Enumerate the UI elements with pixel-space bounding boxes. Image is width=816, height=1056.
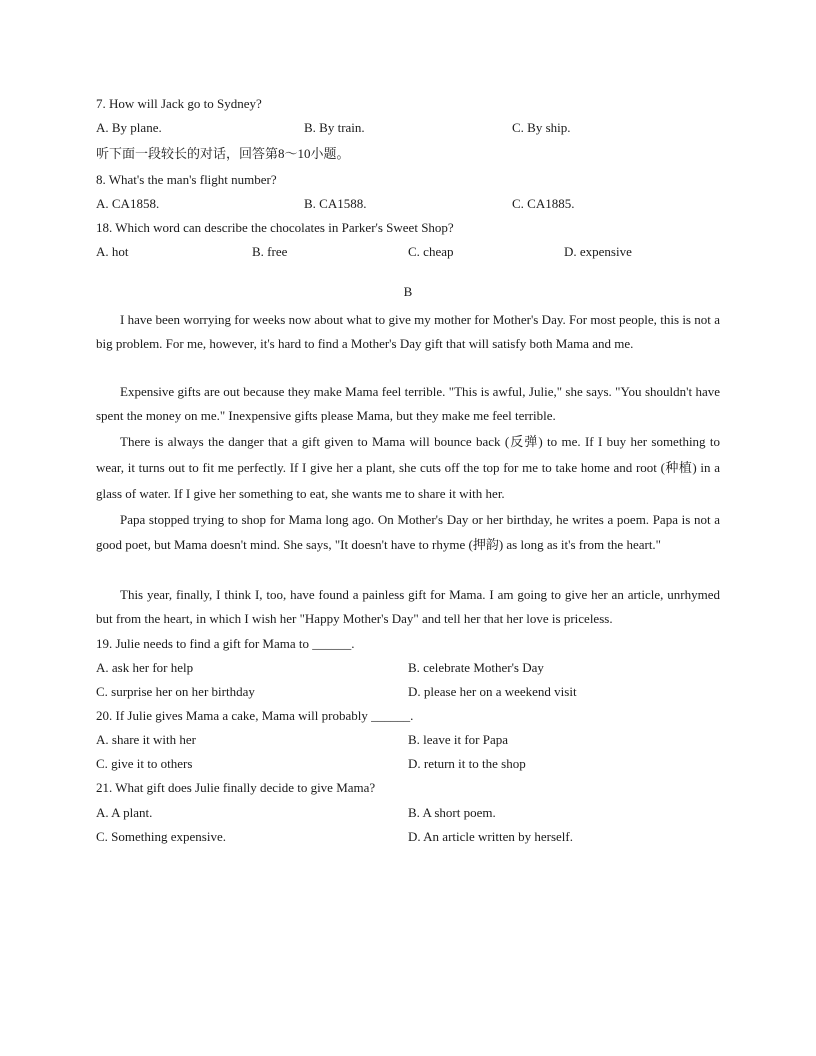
q18-option-a: A. hot	[96, 244, 129, 259]
q19-option-c: C. surprise her on her birthday	[96, 684, 255, 699]
section-label: B	[403, 284, 413, 299]
q8-option-c: C. CA1885.	[512, 196, 575, 211]
passage-paragraph-1: I have been worrying for weeks now about what to give my mother for Mother's Day. For most people, this is not a big problem. For me, however, it's hard to find a Mother's Day gift that will satisfy both Mama and me.	[96, 312, 720, 351]
q21-option-c: C. Something expensive.	[96, 829, 226, 844]
question-7: 7. How will Jack go to Sydney?	[96, 96, 262, 111]
passage-paragraph-5: This year, finally, I think I, too, have found a painless gift for Mama. I am going to give her an article, unrhymed but from the heart, in which I wish her "Happy Mother's Day" and tell her that her love is priceless.	[96, 587, 720, 626]
passage-paragraph-3: There is always the danger that a gift given to Mama will bounce back (反弹) to me. If I buy her something to wear, it turns out to fit me perfectly. If I give her a plant, she cuts off the top for me to take home and root (种植) in a glass of water. If I give her something to eat, she wants me to share it with her.	[96, 434, 720, 501]
q18-option-c: C. cheap	[408, 244, 454, 259]
q8-option-b: B. CA1588.	[304, 196, 367, 211]
listening-instruction: 听下面一段较长的对话，回答第8～10小题。	[96, 146, 350, 161]
q18-option-d: D. expensive	[564, 244, 632, 259]
passage-paragraph-4: Papa stopped trying to shop for Mama long ago. On Mother's Day or her birthday, he writes a poem. Papa is not a good poet, but Mama doesn't mind. She says, "It doesn't have to rhyme (押韵) as long as it's from the heart."	[96, 512, 720, 552]
question-18: 18. Which word can describe the chocolates in Parker's Sweet Shop?	[96, 220, 454, 235]
q20-option-a: A. share it with her	[96, 732, 197, 747]
question-21: 21. What gift does Julie finally decide to give Mama?	[96, 780, 376, 795]
q7-option-b: B. By train.	[304, 120, 365, 135]
q19-option-b: B. celebrate Mother's Day	[408, 660, 544, 675]
q19-option-d: D. please her on a weekend visit	[408, 684, 577, 699]
q20-option-d: D. return it to the shop	[408, 756, 526, 771]
q21-option-d: D. An article written by herself.	[408, 829, 573, 844]
q21-option-a: A. A plant.	[96, 805, 153, 820]
q20-option-c: C. give it to others	[96, 756, 193, 771]
q7-option-a: A. By plane.	[96, 120, 162, 135]
question-8: 8. What's the man's flight number?	[96, 172, 277, 187]
question-19: 19. Julie needs to find a gift for Mama to ______.	[96, 636, 355, 651]
q18-option-b: B. free	[252, 244, 288, 259]
q21-option-b: B. A short poem.	[408, 805, 496, 820]
q20-option-b: B. leave it for Papa	[408, 732, 508, 747]
passage-paragraph-2: Expensive gifts are out because they make Mama feel terrible. "This is awful, Julie," she says. "You shouldn't have spent the money on me." Inexpensive gifts please Mama, but they make me feel terrible.	[96, 384, 720, 423]
question-20: 20. If Julie gives Mama a cake, Mama will probably ______.	[96, 708, 414, 723]
q19-option-a: A. ask her for help	[96, 660, 194, 675]
q7-option-c: C. By ship.	[512, 120, 571, 135]
q8-option-a: A. CA1858.	[96, 196, 160, 211]
